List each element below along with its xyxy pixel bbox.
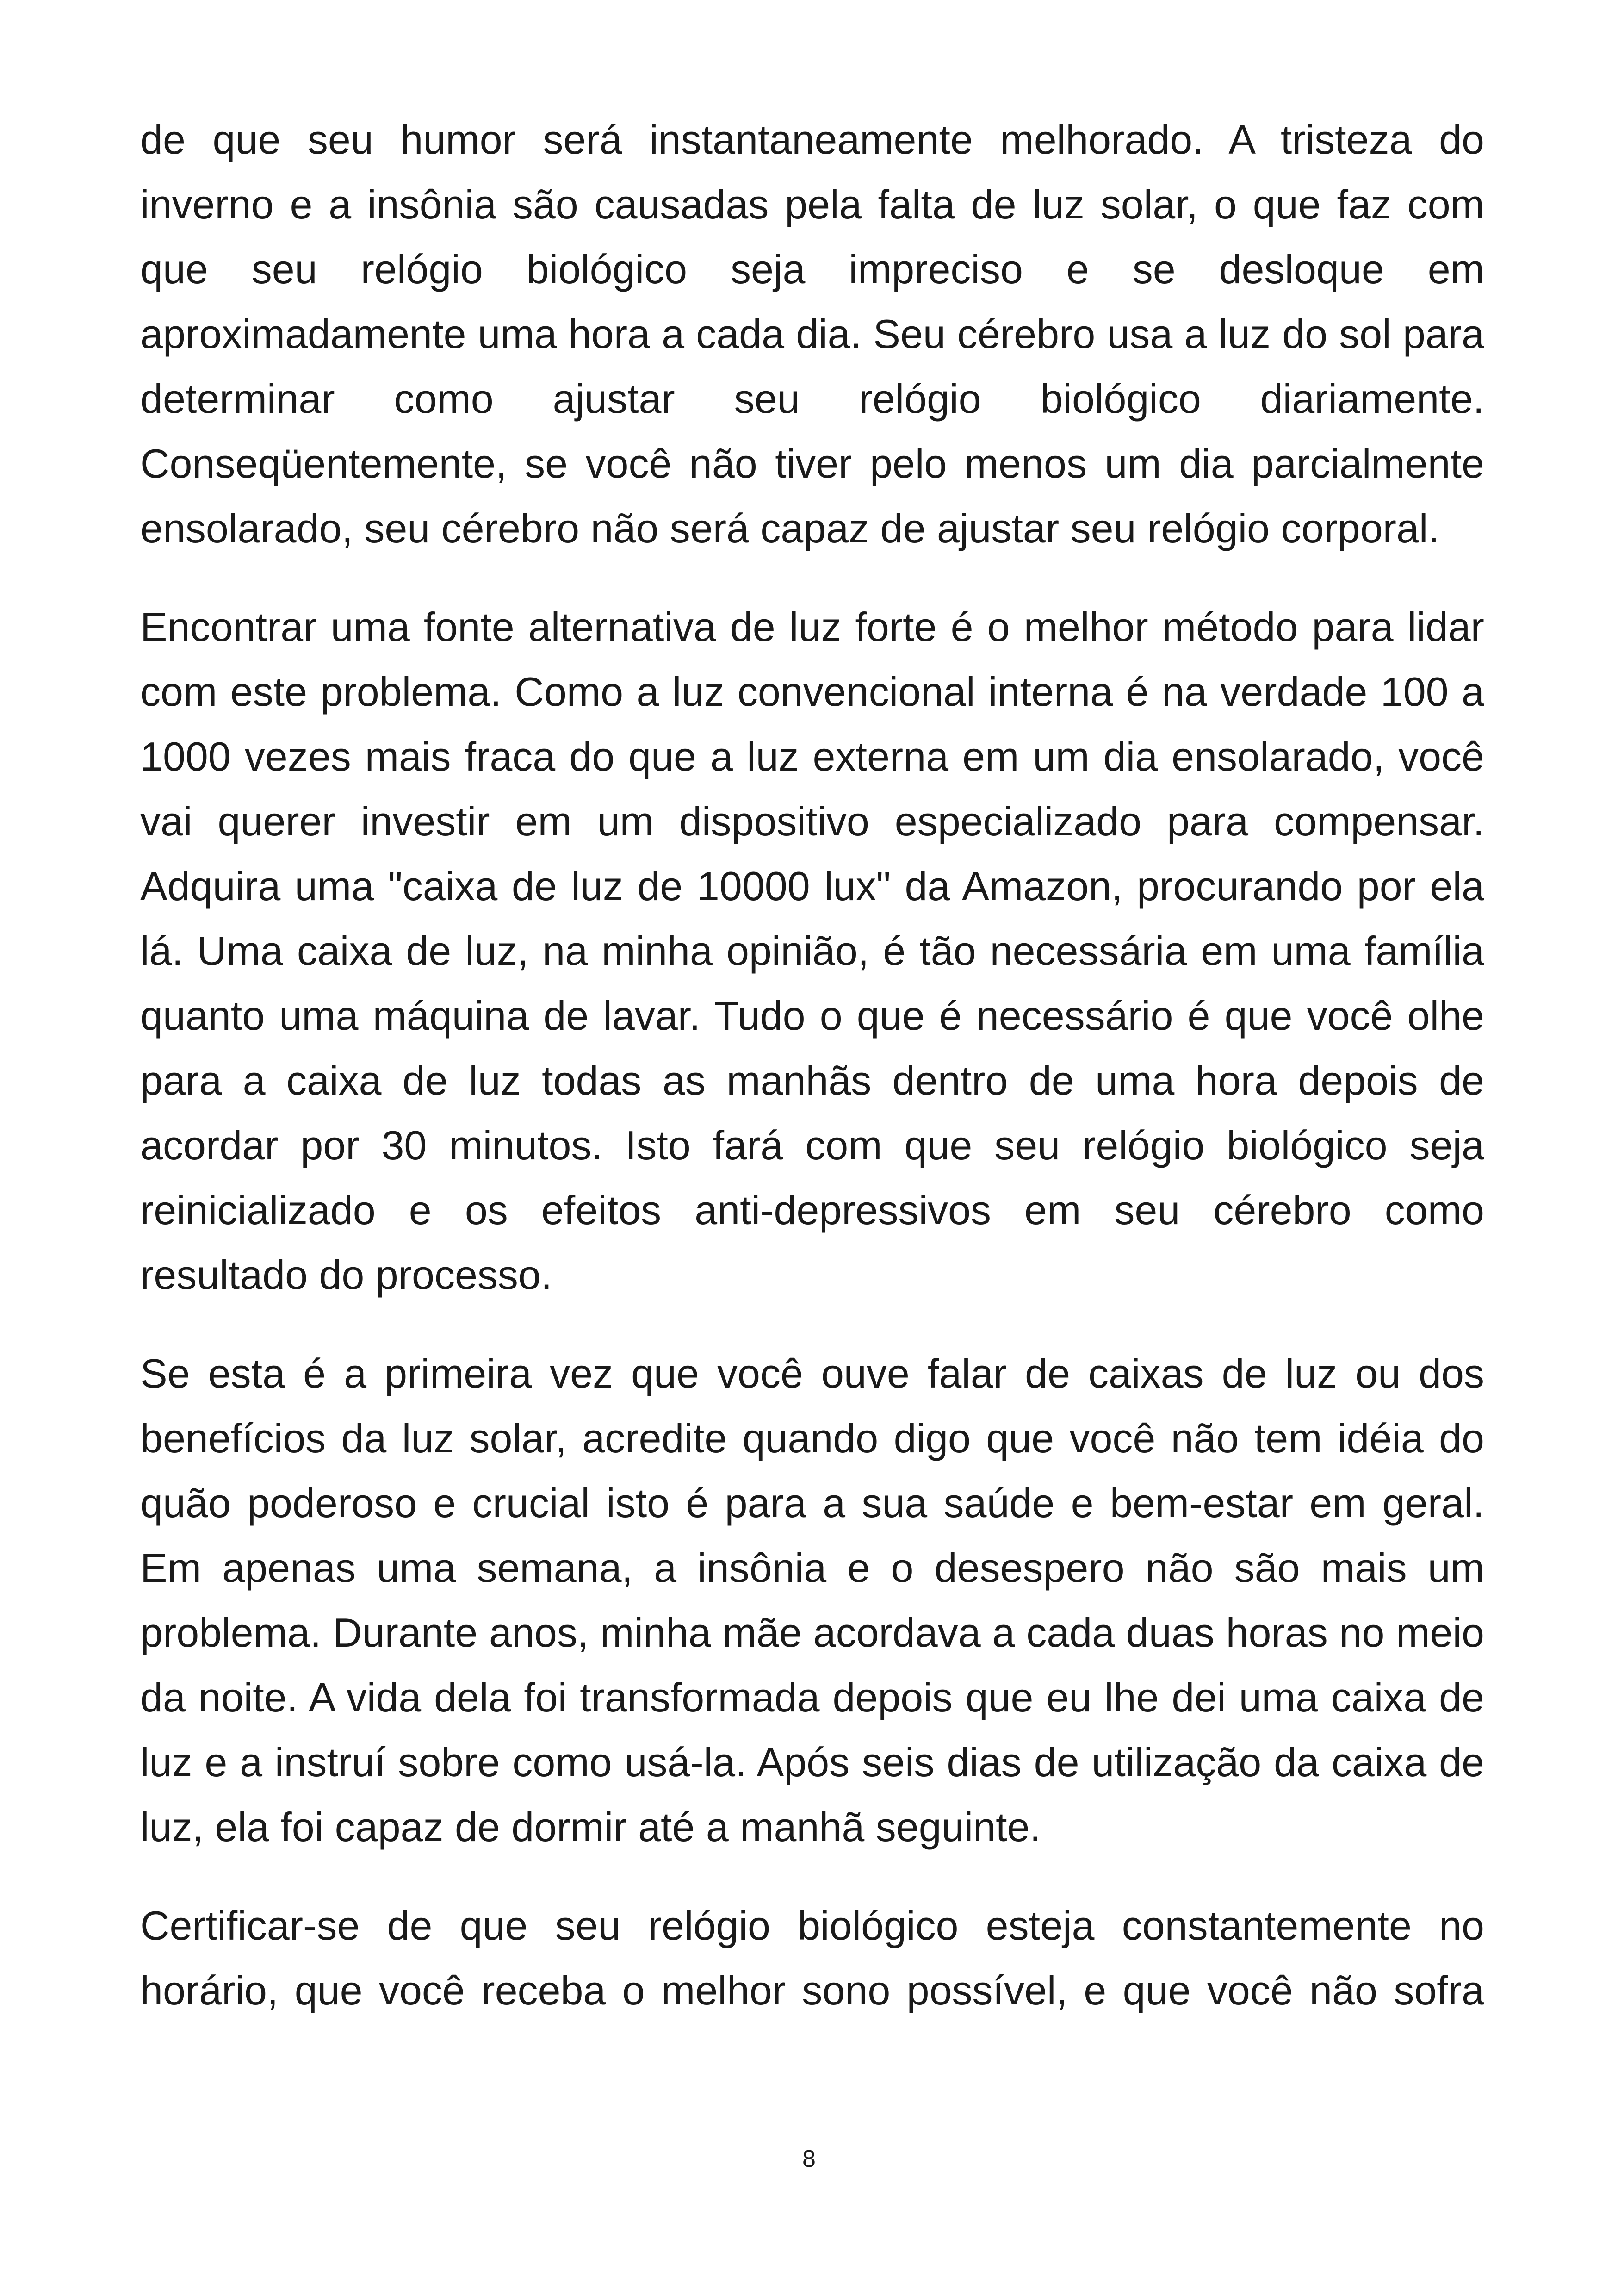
paragraph-2: Encontrar uma fonte alternativa de luz forte é o melhor método para lidar com este problema. Como a luz convencional interna é na verdade 100 a 1000 vezes mais fraca do que a luz externa em um dia ensolarado, você vai querer investir em um dispositivo especializado para compensar. Adquira uma "caixa de luz de 10000 lux" da Amazon, procurando por ela lá. Uma caixa de luz, na minha opinião, é tão necessária em uma família quanto uma máquina de lavar. Tudo o que é necessário é que você olhe para a caixa de luz todas as manhãs dentro de uma hora depois de acordar por 30 minutos. Isto fará com que seu relógio biológico seja reinicializado e os efeitos anti-depressivos em seu cérebro como resultado do processo. bbox=[140, 604, 1484, 1298]
paragraph-3: Se esta é a primeira vez que você ouve falar de caixas de luz ou dos benefícios da luz solar, acredite quando digo que você não tem idéia do quão poderoso e crucial isto é para a sua saúde e bem-estar em geral. Em apenas uma semana, a insônia e o desespero não são mais um problema. Durante anos, minha mãe acordava a cada duas horas no meio da noite. A vida dela foi transformada depois que eu lhe dei uma caixa de luz e a instruí sobre como usá-la. Após seis dias de utilização da caixa de luz, ela foi capaz de dormir até a manhã seguinte. bbox=[140, 1350, 1484, 1850]
body-text bbox=[140, 107, 1484, 2057]
page-number: 8 bbox=[802, 2146, 816, 2172]
paragraph-4: Certificar-se de que seu relógio biológico esteja constantemente no horário, que você receba o melhor sono possível, e que você não sofra bbox=[140, 1903, 1484, 2013]
paragraph-1: de que seu humor será instantaneamente melhorado. A tristeza do inverno e a insônia são causadas pela falta de luz solar, o que faz com que seu relógio biológico seja impreciso e se desloque em aproximadamente uma hora a cada dia. Seu cérebro usa a luz do sol para determinar como ajustar seu relógio biológico diariamente. Conseqüentemente, se você não tiver pelo menos um dia parcialmente ensolarado, seu cérebro não será capaz de ajustar seu relógio corporal. bbox=[140, 117, 1484, 551]
